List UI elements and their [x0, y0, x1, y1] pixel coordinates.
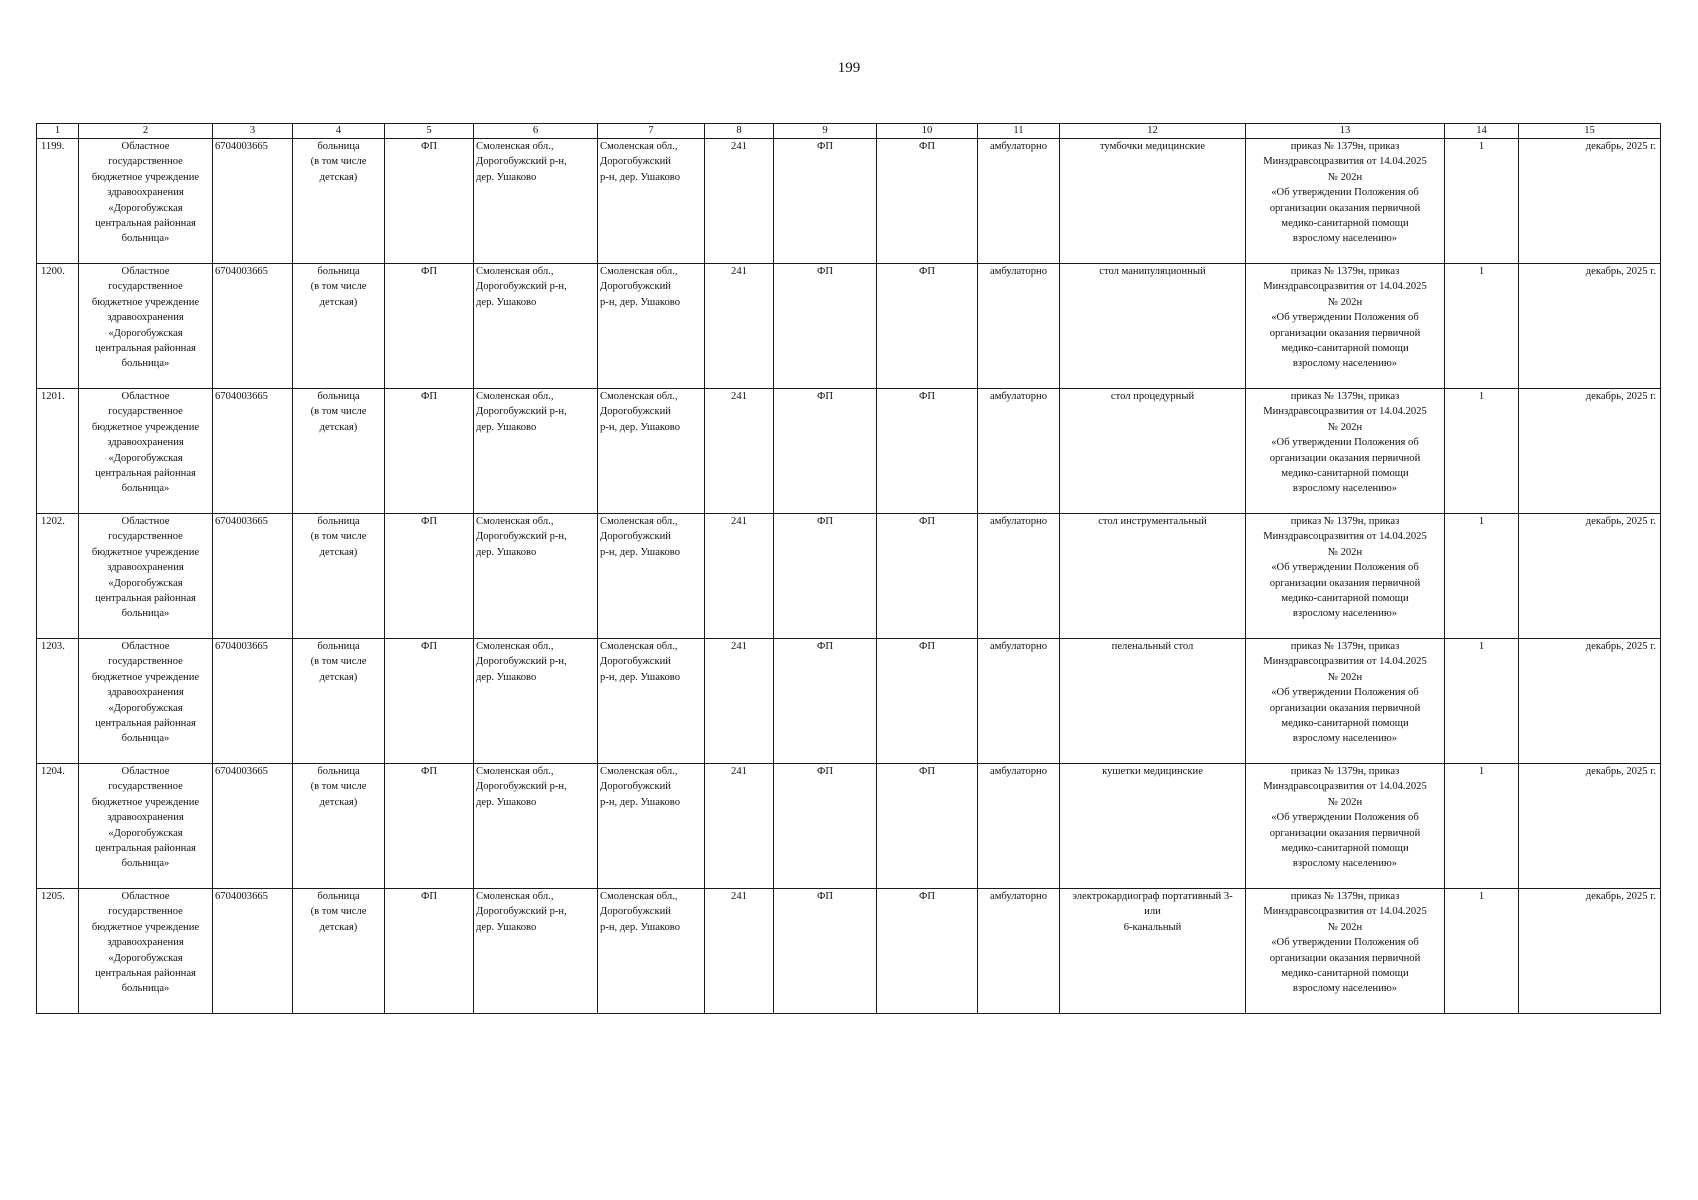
column-header-2: 2	[79, 124, 213, 139]
unit-type-cell: ФП	[385, 264, 474, 389]
unit-name-cell: ФП	[774, 764, 877, 889]
table-row	[37, 889, 1661, 1014]
address-cell: Смоленская обл., Дорогобужский р-н, дер. Ушаково	[474, 139, 598, 264]
unit-address-cell: Смоленская обл., Дорогобужский р-н, дер. Ушаково	[598, 139, 705, 264]
department-cell: ФП	[877, 639, 978, 764]
quantity-cell: 1	[1445, 514, 1519, 639]
unit-type-cell: ФП	[385, 889, 474, 1014]
unit-address-cell: Смоленская обл., Дорогобужский р-н, дер. Ушаково	[598, 389, 705, 514]
column-header-14: 14	[1445, 124, 1519, 139]
department-cell: ФП	[877, 389, 978, 514]
equipment-item-cell: стол процедурный	[1060, 389, 1246, 514]
row-number-cell: 1204.	[37, 764, 79, 889]
row-number-cell: 1199.	[37, 139, 79, 264]
facility-type-cell: больница (в том числе детская)	[293, 889, 385, 1014]
unit-name-cell: ФП	[774, 889, 877, 1014]
column-header-13: 13	[1246, 124, 1445, 139]
equipment-item-cell: стол инструментальный	[1060, 514, 1246, 639]
code-cell: 241	[705, 514, 774, 639]
column-header-10: 10	[877, 124, 978, 139]
quantity-cell: 1	[1445, 639, 1519, 764]
table-row	[37, 514, 1661, 639]
equipment-item-cell: кушетки медицинские	[1060, 764, 1246, 889]
deadline-cell: декабрь, 2025 г.	[1519, 889, 1661, 1014]
care-mode-cell: амбулаторно	[978, 764, 1060, 889]
unit-type-cell: ФП	[385, 639, 474, 764]
quantity-cell: 1	[1445, 889, 1519, 1014]
column-header-11: 11	[978, 124, 1060, 139]
facility-type-cell: больница (в том числе детская)	[293, 389, 385, 514]
organization-cell: Областное государственное бюджетное учреждение здравоохранения «Дорогобужская центральная районная больница»	[79, 514, 213, 639]
row-number-cell: 1200.	[37, 264, 79, 389]
unit-address-cell: Смоленская обл., Дорогобужский р-н, дер. Ушаково	[598, 889, 705, 1014]
address-cell: Смоленская обл., Дорогобужский р-н, дер. Ушаково	[474, 389, 598, 514]
organization-cell: Областное государственное бюджетное учреждение здравоохранения «Дорогобужская центральная районная больница»	[79, 139, 213, 264]
column-header-4: 4	[293, 124, 385, 139]
row-number-cell: 1203.	[37, 639, 79, 764]
inn-cell: 6704003665	[213, 639, 293, 764]
department-cell: ФП	[877, 264, 978, 389]
equipment-item-cell: пеленальный стол	[1060, 639, 1246, 764]
organization-cell: Областное государственное бюджетное учреждение здравоохранения «Дорогобужская центральная районная больница»	[79, 264, 213, 389]
facility-type-cell: больница (в том числе детская)	[293, 139, 385, 264]
column-header-3: 3	[213, 124, 293, 139]
care-mode-cell: амбулаторно	[978, 889, 1060, 1014]
quantity-cell: 1	[1445, 139, 1519, 264]
address-cell: Смоленская обл., Дорогобужский р-н, дер. Ушаково	[474, 639, 598, 764]
care-mode-cell: амбулаторно	[978, 264, 1060, 389]
facility-type-cell: больница (в том числе детская)	[293, 639, 385, 764]
address-cell: Смоленская обл., Дорогобужский р-н, дер. Ушаково	[474, 889, 598, 1014]
order-reference-cell: приказ № 1379н, приказ Минздравсоцразвития от 14.04.2025 № 202н «Об утверждении Положения об организации оказания первичной медико-санитарной помощи взрослому населению»	[1246, 514, 1445, 639]
facility-type-cell: больница (в том числе детская)	[293, 514, 385, 639]
column-header-7: 7	[598, 124, 705, 139]
unit-name-cell: ФП	[774, 514, 877, 639]
unit-type-cell: ФП	[385, 514, 474, 639]
quantity-cell: 1	[1445, 389, 1519, 514]
address-cell: Смоленская обл., Дорогобужский р-н, дер. Ушаково	[474, 264, 598, 389]
department-cell: ФП	[877, 514, 978, 639]
order-reference-cell: приказ № 1379н, приказ Минздравсоцразвития от 14.04.2025 № 202н «Об утверждении Положения об организации оказания первичной медико-санитарной помощи взрослому населению»	[1246, 764, 1445, 889]
facility-type-cell: больница (в том числе детская)	[293, 764, 385, 889]
table-row	[37, 139, 1661, 264]
equipment-table	[36, 123, 1661, 1014]
deadline-cell: декабрь, 2025 г.	[1519, 764, 1661, 889]
department-cell: ФП	[877, 889, 978, 1014]
organization-cell: Областное государственное бюджетное учреждение здравоохранения «Дорогобужская центральная районная больница»	[79, 889, 213, 1014]
department-cell: ФП	[877, 764, 978, 889]
care-mode-cell: амбулаторно	[978, 139, 1060, 264]
organization-cell: Областное государственное бюджетное учреждение здравоохранения «Дорогобужская центральная районная больница»	[79, 764, 213, 889]
column-header-9: 9	[774, 124, 877, 139]
inn-cell: 6704003665	[213, 139, 293, 264]
table-body	[37, 139, 1661, 1014]
deadline-cell: декабрь, 2025 г.	[1519, 514, 1661, 639]
inn-cell: 6704003665	[213, 264, 293, 389]
column-header-6: 6	[474, 124, 598, 139]
column-header-15: 15	[1519, 124, 1661, 139]
care-mode-cell: амбулаторно	[978, 389, 1060, 514]
row-number-cell: 1201.	[37, 389, 79, 514]
table-row	[37, 264, 1661, 389]
deadline-cell: декабрь, 2025 г.	[1519, 264, 1661, 389]
column-header-1: 1	[37, 124, 79, 139]
column-header-5: 5	[385, 124, 474, 139]
code-cell: 241	[705, 389, 774, 514]
inn-cell: 6704003665	[213, 514, 293, 639]
row-number-cell: 1205.	[37, 889, 79, 1014]
deadline-cell: декабрь, 2025 г.	[1519, 639, 1661, 764]
order-reference-cell: приказ № 1379н, приказ Минздравсоцразвития от 14.04.2025 № 202н «Об утверждении Положения об организации оказания первичной медико-санитарной помощи взрослому населению»	[1246, 389, 1445, 514]
quantity-cell: 1	[1445, 264, 1519, 389]
unit-name-cell: ФП	[774, 639, 877, 764]
code-cell: 241	[705, 264, 774, 389]
page-number: 199	[837, 60, 861, 76]
order-reference-cell: приказ № 1379н, приказ Минздравсоцразвития от 14.04.2025 № 202н «Об утверждении Положения об организации оказания первичной медико-санитарной помощи взрослому населению»	[1246, 639, 1445, 764]
deadline-cell: декабрь, 2025 г.	[1519, 139, 1661, 264]
unit-address-cell: Смоленская обл., Дорогобужский р-н, дер. Ушаково	[598, 639, 705, 764]
organization-cell: Областное государственное бюджетное учреждение здравоохранения «Дорогобужская центральная районная больница»	[79, 639, 213, 764]
equipment-item-cell: тумбочки медицинские	[1060, 139, 1246, 264]
order-reference-cell: приказ № 1379н, приказ Минздравсоцразвития от 14.04.2025 № 202н «Об утверждении Положения об организации оказания первичной медико-санитарной помощи взрослому населению»	[1246, 889, 1445, 1014]
unit-address-cell: Смоленская обл., Дорогобужский р-н, дер. Ушаково	[598, 514, 705, 639]
inn-cell: 6704003665	[213, 889, 293, 1014]
row-number-cell: 1202.	[37, 514, 79, 639]
order-reference-cell: приказ № 1379н, приказ Минздравсоцразвития от 14.04.2025 № 202н «Об утверждении Положения об организации оказания первичной медико-санитарной помощи взрослому населению»	[1246, 264, 1445, 389]
unit-address-cell: Смоленская обл., Дорогобужский р-н, дер. Ушаково	[598, 264, 705, 389]
address-cell: Смоленская обл., Дорогобужский р-н, дер. Ушаково	[474, 514, 598, 639]
inn-cell: 6704003665	[213, 389, 293, 514]
department-cell: ФП	[877, 139, 978, 264]
code-cell: 241	[705, 139, 774, 264]
care-mode-cell: амбулаторно	[978, 514, 1060, 639]
unit-type-cell: ФП	[385, 139, 474, 264]
inn-cell: 6704003665	[213, 764, 293, 889]
order-reference-cell: приказ № 1379н, приказ Минздравсоцразвития от 14.04.2025 № 202н «Об утверждении Положения об организации оказания первичной медико-санитарной помощи взрослому населению»	[1246, 139, 1445, 264]
table-row	[37, 764, 1661, 889]
code-cell: 241	[705, 889, 774, 1014]
column-header-8: 8	[705, 124, 774, 139]
deadline-cell: декабрь, 2025 г.	[1519, 389, 1661, 514]
code-cell: 241	[705, 764, 774, 889]
column-number-row	[37, 124, 1661, 139]
unit-name-cell: ФП	[774, 264, 877, 389]
care-mode-cell: амбулаторно	[978, 639, 1060, 764]
address-cell: Смоленская обл., Дорогобужский р-н, дер. Ушаково	[474, 764, 598, 889]
unit-type-cell: ФП	[385, 389, 474, 514]
unit-name-cell: ФП	[774, 389, 877, 514]
column-header-12: 12	[1060, 124, 1246, 139]
organization-cell: Областное государственное бюджетное учреждение здравоохранения «Дорогобужская центральная районная больница»	[79, 389, 213, 514]
unit-name-cell: ФП	[774, 139, 877, 264]
table-row	[37, 389, 1661, 514]
code-cell: 241	[705, 639, 774, 764]
table-row	[37, 639, 1661, 764]
equipment-item-cell: стол манипуляционный	[1060, 264, 1246, 389]
equipment-item-cell: электрокардиограф портативный 3- или 6-канальный	[1060, 889, 1246, 1014]
unit-type-cell: ФП	[385, 764, 474, 889]
quantity-cell: 1	[1445, 764, 1519, 889]
facility-type-cell: больница (в том числе детская)	[293, 264, 385, 389]
unit-address-cell: Смоленская обл., Дорогобужский р-н, дер. Ушаково	[598, 764, 705, 889]
